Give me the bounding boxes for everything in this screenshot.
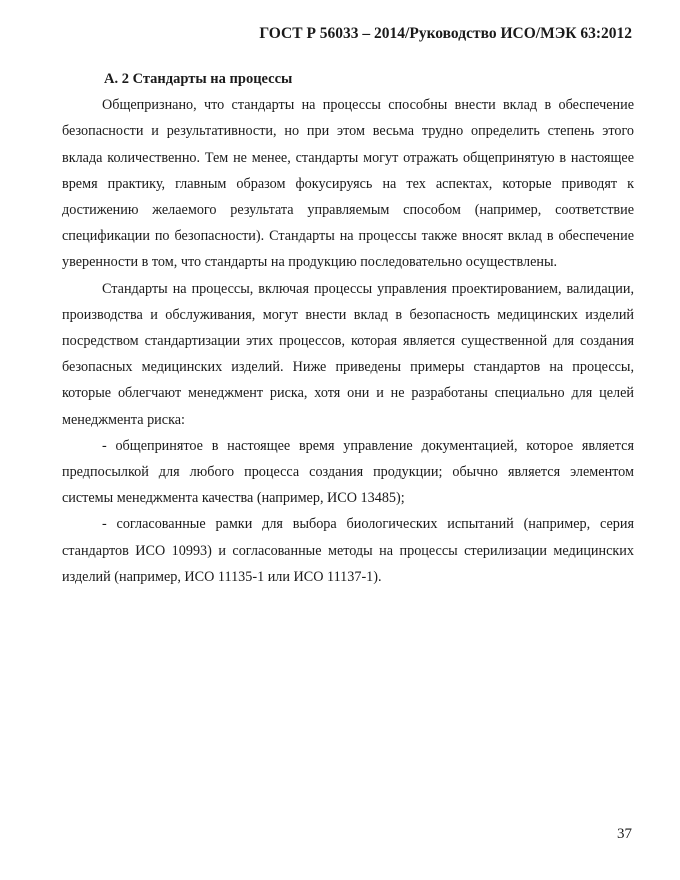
document-header: ГОСТ Р 56033 – 2014/Руководство ИСО/МЭК 63:2012 (259, 25, 632, 42)
paragraph-1: Общепризнано, что стандарты на процессы способны внести вклад в обеспечение безопасности и результативности, но при этом весьма трудно определить степень этого вклада количественно. Тем не менее, стандарты могут отражать общепринятую в настоящее время практику, главным образом фокусируясь на тех аспектах, которые приводят к достижению желаемого результата управляемым способом (например, соответствие спецификации по безопасности). Стандарты на процессы также вносят вклад в обеспечение уверенности в том, что стандарты на продукцию последовательно осуществлены. (62, 97, 634, 271)
list-item-1: - общепринятое в настоящее время управление документацией, которое является предпосылкой для любого процесса создания продукции; обычно является элементом системы менеджмента качества (например, ИСО 13485); (62, 437, 634, 507)
page-number: 37 (617, 826, 632, 842)
section-title: А. 2 Стандарты на процессы (104, 71, 293, 87)
list-item-2: - согласованные рамки для выбора биологических испытаний (например, серия стандартов ИСО 10993) и согласованные методы на процессы стерилизации медицинских изделий (например, ИСО 11135-1 или ИСО 11137-1). (62, 516, 634, 585)
paragraph-2: Стандарты на процессы, включая процессы управления проектированием, валидации, производства и обслуживания, могут внести вклад в безопасность медицинских изделий посредством стандартизации этих процессов, которая является существенной для создания безопасных медицинских изделий. Ниже приведены примеры стандартов на процессы, которые облегчают менеджмент риска, хотя они и не разработаны специально для целей менеджмента риска: (62, 280, 634, 428)
section-content (62, 66, 634, 590)
